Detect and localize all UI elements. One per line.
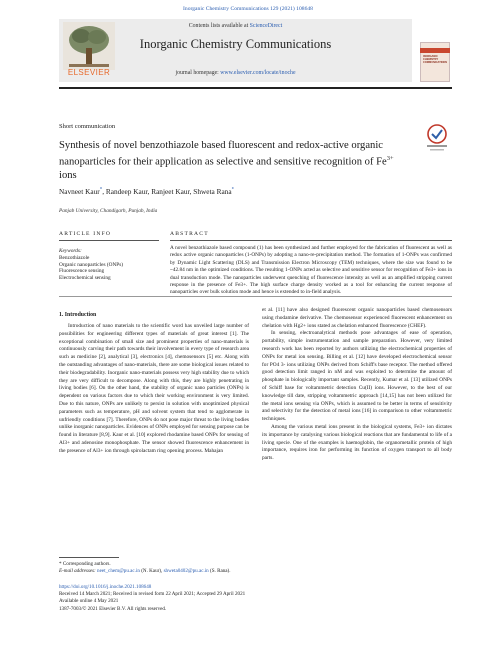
- corresponding-label: Corresponding authors.: [62, 561, 111, 567]
- article-info-heading: ARTICLE INFO: [59, 231, 112, 237]
- footnote: [59, 561, 231, 575]
- keywords-list: [59, 255, 123, 281]
- title-end: ions: [59, 169, 77, 181]
- right-column: [262, 307, 452, 463]
- homepage-prefix: journal homepage:: [175, 70, 219, 76]
- author-mark[interactable]: *: [99, 187, 103, 193]
- title-superscript: 3+: [386, 155, 394, 162]
- journal-title: Inorganic Chemistry Communications: [139, 37, 332, 51]
- body-paragraph: Among the various metal ions present in the biological systems, Fe3+ ion dictates its importance by catalysing various biological reactions that are fundamental to life of a living specie. One of the examples is haemoglobin, the organometallic protein of high importance, requires iron for performing its function of oxygen transport to all body parts.: [262, 423, 452, 462]
- email-line: [59, 568, 231, 575]
- section-title: 1. Introduction: [59, 312, 97, 318]
- sciencedirect-link[interactable]: ScienceDirect: [249, 23, 283, 29]
- article-footer: [59, 584, 245, 613]
- email-link-2[interactable]: shweta0402@pu.ac.in: [163, 568, 209, 574]
- email-name-1: (N. Kaur),: [141, 568, 163, 574]
- affiliation: Panjab University, Chandigarh, Punjab, India: [59, 208, 158, 214]
- author-mark[interactable]: *: [231, 187, 235, 193]
- article-title: [59, 139, 409, 182]
- author-name: Shweta Rana: [193, 187, 232, 196]
- article-type: Short communication: [59, 123, 116, 130]
- corresponding-note: [59, 561, 231, 568]
- publisher-logo-text: ELSEVIER: [67, 68, 111, 77]
- abstract-bottom-rule: [59, 296, 452, 297]
- abstract-rule: [170, 240, 452, 241]
- cover-band: [420, 48, 450, 53]
- author-name: Randeep Kaur: [105, 187, 148, 196]
- body-paragraph: Introduction of nano materials to the scientific word has unveiled large number of possibilities for engineering different types of materials of great interest [1]. The exceptional combination of small size and prominent properties of nano-materials is continuously carving their path towards their involvement in every type of research area such as medicine [2], analytical [3], electronics [4], chemosensors [5] etc. Along with the outstanding advantages of nano-materials, there are some biological issues related to their biodegradability. Inorganic nano-materials possess very high stability due to which they are very difficult to decompose. Along with this, they are highly penetrating in living bodies [6]. On the other hand, the stability of organic nano particles (ONPs) is dependent on various factors due to which their working environment is very limited. Due to this nature, ONPs are unlikely to persist in solution with unoptimized physical parameters such as temperature, pH and solvent system that tend to agglomerate in unfriendly conditions [7]. Therefore, ONPs do not pose major threat to the living bodies unlike inorganic nanoparticles. Evidences of ONPs employed for sensing purpose can be found in literature [8,9]. Kaur et al. [10] explored rhodamine based ONPs for sensing of Al3+ and adenosine monophosphate. The sensor showed fluorescence enhancement in the presence of Al3+ ion through spirolactam ring opening process. Mahajan: [59, 323, 249, 454]
- author-list: Navneet Kaur*, Randeep Kaur, Ranjeet Kaur, Shweta Rana*: [59, 187, 235, 196]
- abstract-text: A novel benzothiazole based compound (1) has been synthesized and further employed for the fabrication of fluorescent as well as redox active organic nanoparticles (1-ONPs) by adopting a nano-re-precipitation method. The formation of 1-ONPs was confirmed by Dynamic Light Scattering (DLS) and Transmission Electron Microscopy (TEM) techniques, where the size was found to be ~42.84 nm in the optimized conditions. The resulting 1-ONPs acted as selective and sensitive sensor for recognition of Fe3+ ions in dual transduction mode. The nanoparticles underwent quenching of fluorescence intensity as well as an amplified stripping current response in the presence of Fe3+. The high surface charge density worked as a tool for enhancing the current response of nanoparticles over bulk solution mode and hence is extended to in-field analysis.: [170, 245, 452, 296]
- received-dates: Received 14 March 2021; Received in revised form 22 April 2021; Accepted 29 April 2021: [59, 591, 246, 598]
- journal-citation[interactable]: Inorganic Chemistry Communications 129 (2021) 108648: [183, 6, 313, 12]
- left-column: [59, 323, 249, 456]
- author-name: Ranjeet Kaur: [151, 187, 190, 196]
- email-label: E-mail addresses:: [59, 568, 96, 574]
- header-rule: [59, 87, 452, 89]
- keyword-item: Organic nanoparticles (ONPs): [59, 261, 124, 268]
- keyword-item: Benzothiazole: [59, 255, 90, 261]
- title-main: Synthesis of novel benzothiazole based fluorescent and redox-active organic nanoparticles for their application as selective and sensitive recognition of Fe: [59, 140, 387, 168]
- copyright: 1387-7003/© 2021 Elsevier B.V. All rights reserved.: [59, 605, 167, 612]
- cover-title: INORGANIC CHEMISTRY COMMUNICATIONS: [423, 55, 448, 64]
- email-link-1[interactable]: neet_chem@pu.ac.in: [97, 568, 140, 574]
- contents-prefix: Contents lists available at: [188, 23, 249, 29]
- online-date: Available online 4 May 2021: [59, 598, 119, 605]
- keyword-item: Electrochemical sensing: [59, 274, 111, 281]
- homepage-link[interactable]: www.elsevier.com/locate/inoche: [220, 70, 296, 76]
- email-name-2: (S. Rana).: [210, 568, 231, 574]
- article-info-rule: [59, 240, 159, 241]
- keyword-item: Fluorescence sensing: [59, 268, 105, 275]
- footnote-rule: [59, 557, 119, 558]
- body-paragraph: et al. [11] have also designed fluorescent organic nanoparticles based chemosensors using rhodamine derivative. The chemosensor experienced fluorescent enhancement on chelation with Hg2+ ions stated as chelation enhanced fluorescence (CHEF).: [262, 307, 452, 329]
- body-paragraph: In sensing, electroanalytical methods pose advantages of ease of operation, portability, simple instrumentation and sample preparation. However, very limited research work has been reported by authors utilizing the electrochemical properties of ONPs for metal ion sensing. Billing et al. [12] have developed electrochemical sensor for PO4 3- ions utilizing ONPs derived from Schiff's base receptor. The method offered good detection limit ranged in nM and was exploited to determine the amount of phosphate in biologically important samples. Recently, Kumar et al. [13] utilized ONPs of Schiff base for voltammetric detection Cu(II) ions. However, to the best of our knowledge till date, stripping voltammetric approach [14,15] has not been utilized for the metal ions sensing via ONPs, which is assumed to be better in terms of sensitivity and selectivity for the detection of metal ions [16] in comparison to other voltammetric techniques.: [262, 330, 452, 423]
- elsevier-tree-icon: [63, 22, 115, 70]
- keywords-label: Keywords:: [59, 248, 82, 254]
- check-for-updates-icon[interactable]: [424, 123, 450, 153]
- abstract-heading: ABSTRACT: [170, 231, 209, 237]
- footnote-marker: *: [59, 561, 62, 567]
- doi-link[interactable]: https://doi.org/10.1016/j.inoche.2021.108648: [59, 584, 152, 590]
- author-name: Navneet Kaur: [59, 187, 100, 196]
